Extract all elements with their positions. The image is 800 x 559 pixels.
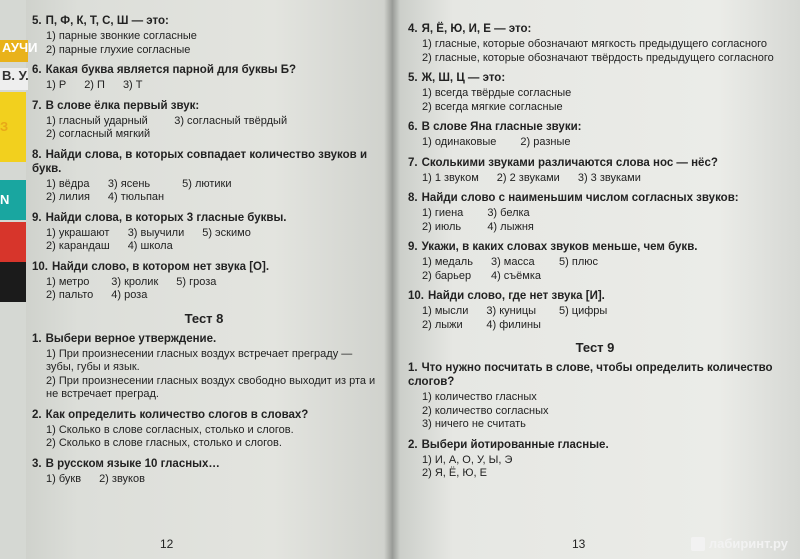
answer-option: 2) всегда мягкие согласные — [422, 100, 563, 113]
answer-option — [559, 319, 607, 333]
answer-option: 2) парные глухие согласные — [46, 43, 191, 56]
answer-option: 1) При произнесении гласных воздух встречает преграду — зубы, губы и язык. — [46, 347, 353, 373]
answer-option: 2) 2 звуками — [496, 171, 560, 184]
answer-option: 1) парные звонкие согласные — [46, 30, 197, 42]
answer-options — [46, 115, 376, 142]
question-text: Найди слово с наименьшим числом согласных звуков: — [421, 192, 739, 204]
answer-options — [46, 178, 376, 205]
right-page — [392, 0, 800, 559]
question-text: В русском языке 10 гласных… — [45, 457, 220, 470]
question-text: Что нужно посчитать в слове, чтобы определить количество слогов? — [408, 362, 773, 388]
answer-option: 1) количество гласных — [422, 391, 537, 403]
question-number: 6. — [32, 64, 42, 76]
question-number: 1. — [408, 362, 418, 374]
answer-option: 4) тюльпан — [107, 191, 165, 203]
question-number: 3. — [32, 457, 42, 470]
question — [32, 148, 376, 205]
answer-option: 2) лыжи — [422, 318, 463, 331]
answer-options — [46, 473, 376, 487]
answer-option: 3) выучили — [127, 226, 185, 239]
answer-option: 5) лютики — [182, 177, 232, 190]
cover-fragment-a: АУЧИ — [0, 40, 28, 62]
answer-option: 5) плюс — [559, 256, 599, 268]
question-text: В слове ёлка первый звук: — [45, 99, 200, 112]
answer-option: 1) 1 звуком — [422, 171, 479, 184]
answer-option: 3) куницы — [486, 305, 537, 317]
answer-option — [202, 240, 251, 254]
answer-option: 3) 3 звуками — [577, 171, 641, 184]
page-number-left: 12 — [160, 537, 174, 551]
answer-option: 1) одинаковые — [422, 136, 497, 148]
answer-option: 1) гиена — [422, 207, 464, 219]
question-number: 8. — [408, 192, 418, 204]
question-text: П, Ф, К, Т, С, Ш — это: — [45, 15, 169, 27]
question-number: 7. — [408, 156, 418, 169]
answer-option: 2) разные — [520, 136, 571, 148]
test-8-title: Тест 8 — [184, 310, 224, 326]
question-text: Какая буква является парной для буквы Б? — [45, 64, 297, 76]
answer-options — [422, 454, 782, 481]
answer-options — [422, 256, 782, 283]
question-text: Ж, Ш, Ц — это: — [421, 72, 506, 84]
question-text: Выбери йотированные гласные. — [421, 438, 609, 451]
answer-option: 1) всегда твёрдые согласные — [422, 87, 572, 99]
answer-option: 2) При произнесении гласных воздух свободно выходит из рта и не встречает преград. — [46, 374, 376, 400]
page-number-right: 13 — [572, 537, 586, 551]
question-number: 7. — [32, 99, 42, 112]
question — [32, 99, 376, 142]
question — [408, 361, 782, 432]
answer-options — [422, 172, 782, 186]
answer-option: 2) гласные, которые обозначают твёрдость предыдущего согласного — [422, 51, 774, 64]
question — [408, 22, 782, 65]
answer-option: 5) эскимо — [202, 226, 251, 239]
answer-option: 1) медаль — [422, 256, 473, 268]
labirint-logo-icon — [691, 537, 705, 551]
watermark — [691, 536, 788, 551]
question-text: Найди слова, в которых 3 гласные буквы. — [45, 211, 287, 224]
answer-option: 5) цифры — [558, 305, 608, 317]
question-text: Найди слова, в которых совпадает количество звуков и букв. — [32, 148, 368, 175]
question-number: 5. — [408, 72, 418, 84]
answer-option: 3) согласный твёрдый — [174, 114, 288, 127]
question-number: 8. — [32, 148, 42, 161]
answer-option: 1) И, А, О, У, Ы, Э — [422, 453, 513, 466]
question — [32, 457, 376, 487]
answer-option: 1) метро — [46, 275, 90, 288]
question-number: 5. — [32, 15, 42, 27]
answer-option: 1) Сколько в слове согласных, столько и слогов. — [46, 423, 294, 436]
test-8-question-list — [32, 332, 376, 487]
answer-option: 3) ничего не считать — [422, 418, 526, 430]
answer-option: 2) Сколько в слове гласных, столько и слогов. — [46, 437, 282, 449]
question — [408, 156, 782, 186]
question — [408, 191, 782, 234]
answer-option: 3) кролик — [111, 275, 159, 288]
question-number: 10. — [32, 260, 48, 273]
question — [32, 14, 376, 57]
book-spine — [384, 0, 400, 559]
answer-options — [46, 79, 376, 93]
question-text: Я, Ё, Ю, И, Е — это: — [421, 23, 532, 35]
question-number: 1. — [32, 332, 42, 345]
answer-option: 3) ясень — [107, 177, 151, 190]
answer-option: 2) П — [84, 79, 105, 91]
watermark-text: лабиринт.ру — [708, 536, 788, 551]
cover-color-band — [0, 222, 26, 262]
question-text: В слове Яна гласные звуки: — [421, 121, 582, 133]
question — [32, 211, 376, 254]
answer-option: 1) вёдра — [46, 177, 90, 190]
answer-option: 1) гласные, которые обозначают мягкость предыдущего согласного — [422, 38, 767, 50]
right-question-list — [408, 22, 782, 332]
question — [32, 408, 376, 451]
question-number: 6. — [408, 121, 418, 133]
question — [408, 240, 782, 283]
question-text: Как определить количество слогов в словах? — [45, 408, 309, 421]
answer-option: 1) украшают — [46, 226, 110, 239]
question-number: 4. — [408, 23, 418, 35]
answer-option: 2) июль — [422, 220, 462, 233]
answer-options — [422, 87, 782, 114]
question — [408, 438, 782, 481]
question — [32, 332, 376, 402]
question-text: Сколькими звуками различаются слова нос — нёс? — [421, 156, 718, 169]
answer-option: 2) пальто — [46, 289, 94, 301]
answer-option: 4) филины — [486, 318, 541, 331]
answer-option — [182, 191, 231, 205]
question-text: Укажи, в каких словах звуков меньше, чем букв. — [421, 241, 698, 253]
answer-options — [46, 30, 376, 57]
answer-option: 1) букв — [46, 472, 82, 485]
question-number: 10. — [408, 290, 424, 302]
answer-options — [422, 136, 782, 150]
answer-options — [422, 38, 782, 65]
answer-options — [46, 348, 376, 402]
question — [408, 289, 782, 332]
question-number: 9. — [408, 241, 418, 253]
question-text: Найди слово, в котором нет звука [О]. — [52, 260, 270, 273]
answer-options — [46, 276, 376, 303]
question — [32, 63, 376, 93]
question — [408, 71, 782, 114]
answer-option — [559, 270, 598, 284]
answer-option: 3) масса — [490, 256, 535, 268]
answer-option: 1) Р — [46, 79, 67, 91]
left-page — [0, 0, 392, 559]
question-text: Найди слово, где нет звука [И]. — [428, 290, 605, 302]
left-question-list — [32, 14, 376, 303]
answer-options — [422, 207, 782, 234]
cover-fragment-b: В. У. — [0, 68, 28, 90]
test-9-question-list — [408, 361, 782, 481]
answer-options — [422, 391, 782, 432]
answer-options — [46, 227, 376, 254]
answer-option: 2) карандаш — [46, 240, 110, 252]
answer-option: 2) звуков — [99, 472, 145, 485]
answer-option: 4) роза — [111, 289, 148, 301]
test-9-title: Тест 9 — [575, 340, 615, 355]
cover-dark-band — [0, 262, 26, 302]
answer-options — [422, 305, 782, 332]
answer-option: 1) мысли — [422, 305, 469, 317]
answer-option — [176, 289, 216, 303]
answer-options — [46, 424, 376, 451]
question — [408, 120, 782, 150]
question-text: Выбери верное утверждение. — [45, 332, 217, 345]
cover-strip — [0, 0, 38, 559]
answer-option: 2) барьер — [422, 269, 472, 282]
answer-option: 2) согласный мягкий — [46, 128, 151, 140]
answer-option: 4) съёмка — [490, 269, 542, 282]
question-number: 9. — [32, 211, 42, 224]
cover-fragment-c: З — [0, 92, 26, 162]
answer-option: 2) лилия — [46, 191, 90, 203]
answer-option: 1) гласный ударный — [46, 114, 148, 127]
answer-option: 5) гроза — [176, 275, 217, 288]
answer-option: 2) количество согласных — [422, 404, 549, 417]
question — [32, 260, 376, 303]
question-number: 2. — [408, 438, 418, 451]
question-number: 2. — [32, 408, 42, 421]
answer-option: 2) Я, Ё, Ю, Е — [422, 467, 487, 479]
answer-option: 3) Т — [122, 79, 143, 91]
answer-option: 3) белка — [487, 207, 530, 219]
answer-option: 4) школа — [127, 240, 173, 252]
answer-option: 4) лыжня — [487, 220, 534, 233]
cover-fragment-d: N — [0, 180, 26, 220]
